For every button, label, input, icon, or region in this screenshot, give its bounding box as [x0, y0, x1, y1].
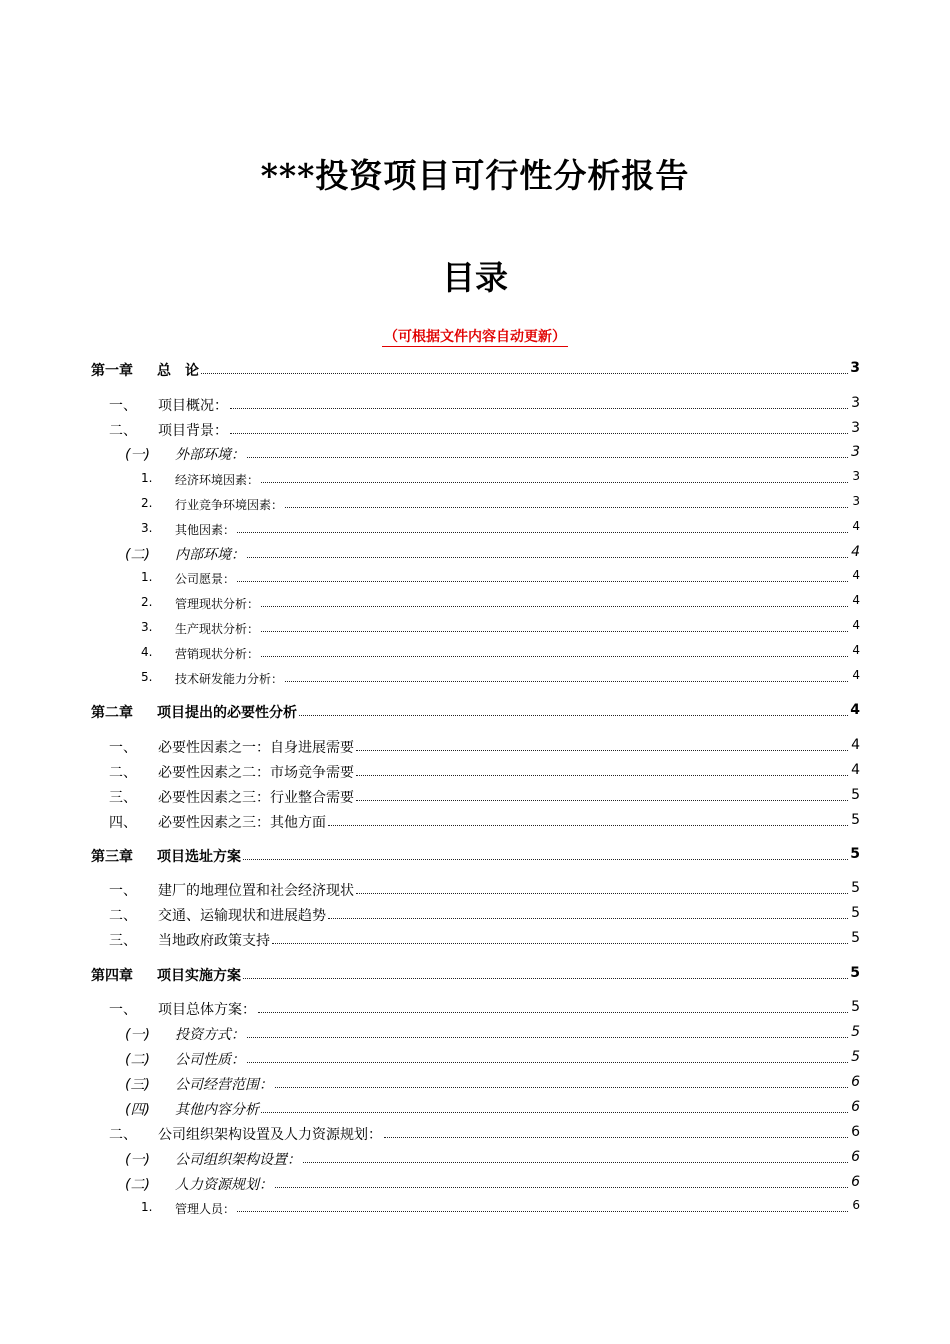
toc-dot-leader: [356, 775, 848, 776]
toc-dot-leader: [237, 532, 848, 533]
toc-entry-number: 一、: [109, 398, 137, 414]
toc-entry-page: 4: [850, 702, 860, 718]
toc-entry-number: 二、: [109, 1127, 137, 1143]
toc-dot-leader: [230, 408, 848, 409]
toc-entry-title: 当地政府政策支持: [158, 933, 270, 949]
toc-entry-number: (三): [125, 1077, 150, 1093]
toc-dot-leader: [299, 715, 848, 716]
toc-entry[interactable]: [0, 1099, 950, 1119]
update-note-text: （可根据文件内容自动更新）: [384, 329, 566, 345]
update-note: [0, 326, 950, 346]
toc-entry-number: (四): [125, 1102, 150, 1118]
toc-entry-title: 管理人员：: [175, 1202, 236, 1216]
toc-entry-number: (二): [125, 1177, 150, 1193]
toc-dot-leader: [272, 943, 848, 944]
table-of-contents: [0, 358, 950, 1228]
toc-entry[interactable]: [0, 880, 950, 900]
toc-dot-leader: [285, 507, 848, 508]
toc-dot-leader: [247, 1062, 848, 1063]
toc-entry[interactable]: [0, 787, 950, 807]
toc-entry-title: 项目概况：: [158, 398, 228, 414]
toc-entry-title: 技术研发能力分析：: [175, 672, 284, 686]
toc-dot-leader: [237, 581, 848, 582]
toc-entry-title: 营销现状分析：: [175, 647, 260, 661]
toc-entry[interactable]: [0, 395, 950, 415]
toc-entry-title: 总 论: [157, 363, 199, 379]
toc-entry-number: 1.: [141, 471, 153, 485]
toc-entry-title: 公司愿景：: [175, 572, 236, 586]
toc-entry-number: 2.: [141, 496, 153, 510]
toc-entry-page: 5: [851, 1024, 860, 1040]
toc-entry[interactable]: [0, 469, 950, 489]
toc-dot-leader: [247, 457, 848, 458]
toc-entry-title: 必要性因素之一：自身进展需要: [158, 740, 354, 756]
toc-entry[interactable]: [0, 593, 950, 613]
toc-entry-page: 5: [850, 846, 860, 862]
toc-entry-title: 其他内容分析: [175, 1102, 259, 1118]
toc-entry-page: 6: [851, 1099, 860, 1115]
toc-entry[interactable]: [0, 1049, 950, 1069]
toc-heading: 目录: [442, 258, 508, 297]
toc-dot-leader: [328, 918, 848, 919]
toc-entry-number: (一): [125, 447, 150, 463]
toc-entry-number: 第四章: [91, 968, 133, 984]
toc-dot-leader: [261, 606, 848, 607]
toc-entry[interactable]: [0, 420, 950, 440]
toc-entry-title: 交通、运输现状和进展趋势: [158, 908, 326, 924]
toc-entry-page: 3: [852, 494, 860, 508]
toc-entry-number: 4.: [141, 645, 153, 659]
toc-entry-page: 4: [852, 568, 860, 582]
toc-entry[interactable]: [0, 444, 950, 464]
toc-entry-title: 行业竞争环境因素：: [175, 498, 284, 512]
toc-dot-leader: [247, 557, 848, 558]
toc-entry-title: 项目选址方案: [157, 849, 241, 865]
toc-entry-page: 5: [850, 965, 860, 981]
toc-entry-number: 第一章: [91, 363, 133, 379]
toc-entry[interactable]: [0, 965, 950, 985]
toc-entry-page: 6: [851, 1149, 860, 1165]
toc-entry-number: 第二章: [91, 705, 133, 721]
toc-entry-number: 第三章: [91, 849, 133, 865]
toc-entry-title: 管理现状分析：: [175, 597, 260, 611]
toc-dot-leader: [247, 1037, 848, 1038]
toc-entry-page: 6: [851, 1124, 860, 1140]
toc-entry[interactable]: [0, 702, 950, 722]
toc-entry-page: 6: [851, 1174, 860, 1190]
toc-entry[interactable]: [0, 1124, 950, 1144]
toc-dot-leader: [243, 859, 848, 860]
toc-entry-page: 4: [852, 519, 860, 533]
toc-entry-page: 5: [851, 1049, 860, 1065]
toc-dot-leader: [258, 1012, 848, 1013]
toc-entry-page: 4: [852, 643, 860, 657]
toc-entry-page: 4: [852, 618, 860, 632]
toc-dot-leader: [243, 978, 848, 979]
toc-entry-page: 3: [851, 395, 860, 411]
toc-entry-title: 人力资源规划：: [175, 1177, 273, 1193]
toc-entry-number: 三、: [109, 933, 137, 949]
toc-dot-leader: [275, 1187, 848, 1188]
toc-entry-page: 3: [852, 469, 860, 483]
toc-entry-number: 二、: [109, 423, 137, 439]
toc-entry-number: 三、: [109, 790, 137, 806]
toc-entry-number: 二、: [109, 908, 137, 924]
toc-entry-title: 经济环境因素：: [175, 473, 260, 487]
toc-dot-leader: [303, 1162, 848, 1163]
toc-entry-number: 5.: [141, 670, 153, 684]
toc-entry-page: 4: [852, 593, 860, 607]
toc-entry-number: 2.: [141, 595, 153, 609]
toc-entry[interactable]: [0, 846, 950, 866]
toc-entry-number: 3.: [141, 521, 153, 535]
toc-entry-number: 二、: [109, 765, 137, 781]
toc-entry[interactable]: [0, 1074, 950, 1094]
toc-entry-page: 5: [851, 999, 860, 1015]
toc-entry-title: 项目总体方案：: [158, 1002, 256, 1018]
toc-dot-leader: [384, 1137, 848, 1138]
toc-dot-leader: [237, 1211, 848, 1212]
toc-entry[interactable]: [0, 762, 950, 782]
toc-entry-title: 必要性因素之三：行业整合需要: [158, 790, 354, 806]
toc-entry-title: 公司经营范围：: [175, 1077, 273, 1093]
toc-entry[interactable]: [0, 999, 950, 1019]
toc-entry-title: 内部环境：: [175, 547, 245, 563]
toc-entry-title: 项目提出的必要性分析: [157, 705, 297, 721]
toc-entry-page: 5: [851, 787, 860, 803]
toc-entry-title: 投资方式：: [175, 1027, 245, 1043]
toc-entry[interactable]: [0, 568, 950, 588]
toc-entry[interactable]: [0, 1149, 950, 1169]
toc-entry[interactable]: [0, 1024, 950, 1044]
toc-entry-title: 生产现状分析：: [175, 622, 260, 636]
toc-entry-title: 公司性质：: [175, 1052, 245, 1068]
toc-entry-page: 5: [851, 930, 860, 946]
toc-entry-number: (二): [125, 547, 150, 563]
toc-entry-number: (一): [125, 1027, 150, 1043]
toc-entry-title: 必要性因素之三：其他方面: [158, 815, 326, 831]
toc-entry[interactable]: [0, 360, 950, 380]
toc-entry-page: 4: [851, 762, 860, 778]
toc-entry-number: 一、: [109, 883, 137, 899]
toc-entry[interactable]: [0, 668, 950, 688]
toc-entry-page: 3: [851, 420, 860, 436]
toc-entry-number: 一、: [109, 1002, 137, 1018]
toc-entry-title: 项目背景：: [158, 423, 228, 439]
toc-entry[interactable]: [0, 930, 950, 950]
toc-entry-title: 公司组织架构设置：: [175, 1152, 301, 1168]
toc-entry-page: 5: [851, 880, 860, 896]
toc-entry-number: (二): [125, 1052, 150, 1068]
toc-entry-title: 必要性因素之二：市场竞争需要: [158, 765, 354, 781]
toc-entry-page: 3: [851, 444, 860, 460]
toc-dot-leader: [356, 750, 848, 751]
toc-entry[interactable]: [0, 812, 950, 832]
toc-dot-leader: [261, 482, 848, 483]
toc-entry-title: 公司组织架构设置及人力资源规划：: [158, 1127, 382, 1143]
toc-entry-number: 3.: [141, 620, 153, 634]
toc-entry[interactable]: [0, 737, 950, 757]
toc-entry-page: 3: [850, 360, 860, 376]
toc-dot-leader: [356, 800, 848, 801]
toc-entry-page: 4: [851, 737, 860, 753]
toc-dot-leader: [261, 631, 848, 632]
toc-entry-number: 四、: [109, 815, 137, 831]
toc-entry-title: 建厂的地理位置和社会经济现状: [158, 883, 354, 899]
toc-dot-leader: [261, 1112, 848, 1113]
toc-dot-leader: [285, 681, 848, 682]
toc-entry[interactable]: [0, 494, 950, 514]
toc-entry-title: 项目实施方案: [157, 968, 241, 984]
toc-entry-page: 6: [852, 1198, 860, 1212]
toc-entry[interactable]: [0, 1174, 950, 1194]
toc-entry-page: 4: [852, 668, 860, 682]
toc-entry-page: 5: [851, 812, 860, 828]
toc-entry-page: 4: [851, 544, 860, 560]
toc-entry[interactable]: [0, 905, 950, 925]
toc-dot-leader: [328, 825, 848, 826]
document-title: ***投资项目可行性分析报告: [260, 156, 690, 195]
toc-entry-number: (一): [125, 1152, 150, 1168]
toc-entry[interactable]: [0, 643, 950, 663]
toc-entry-page: 5: [851, 905, 860, 921]
toc-dot-leader: [201, 373, 848, 374]
toc-entry-title: 外部环境：: [175, 447, 245, 463]
toc-dot-leader: [230, 433, 848, 434]
toc-entry-number: 1.: [141, 570, 153, 584]
toc-entry-number: 1.: [141, 1200, 153, 1214]
toc-entry-title: 其他因素：: [175, 523, 236, 537]
toc-dot-leader: [275, 1087, 848, 1088]
toc-dot-leader: [261, 656, 848, 657]
toc-entry-number: 一、: [109, 740, 137, 756]
toc-entry-page: 6: [851, 1074, 860, 1090]
toc-entry[interactable]: [0, 519, 950, 539]
toc-dot-leader: [356, 893, 848, 894]
toc-entry[interactable]: [0, 1198, 950, 1218]
toc-entry[interactable]: [0, 544, 950, 564]
toc-entry[interactable]: [0, 618, 950, 638]
